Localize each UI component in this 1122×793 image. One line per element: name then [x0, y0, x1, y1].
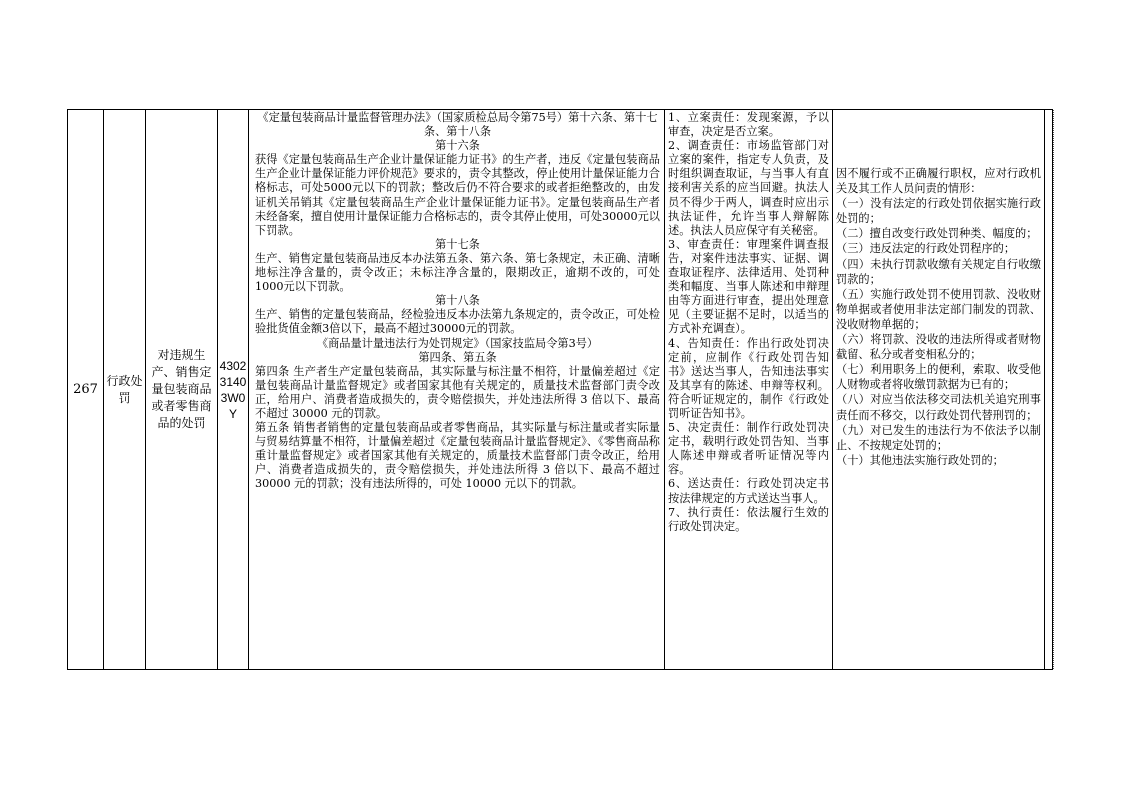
legal-basis-paragraph: 第十七条: [435, 237, 480, 251]
accountability-item: （三）违反法定的行政处罚程序的；: [836, 242, 1016, 256]
accountability-item: （五）实施行政处罚不使用罚款、没收财物单据或者使用非法定部门制发的罚款、没收财物单据的；: [836, 287, 1041, 331]
permission-table: [67, 109, 1053, 670]
accountability-item: （六）将罚款、没收的违法所得或者财物截留、私分或者变相私分的；: [836, 333, 1041, 362]
accountability-cell: [833, 110, 1045, 669]
row-number-text: 267: [73, 382, 98, 397]
accountability-item: （一）没有法定的行政处罚依据实施行政处罚的；: [836, 197, 1041, 226]
legal-basis-paragraph: 生产、销售的定量包装商品，经检验违反本办法第九条规定的，责令改正，可处检验批货值金额3倍以下，最高不超过30000元的罚款。: [255, 308, 660, 336]
item-name-cell: [146, 110, 218, 669]
accountability-item: （二）擅自改变行政处罚种类、幅度的；: [836, 227, 1038, 241]
category-text: 行政处罚: [106, 373, 143, 405]
accountability-item: （七）利用职务上的便利，索取、收受他人财物或者将收缴罚款据为已有的；: [836, 363, 1041, 392]
legal-basis-paragraph: 生产、销售定量包装商品违反本办法第五条、第六条、第七条规定，未正确、清晰地标注净含量的，责令改正；未标注净含量的，限期改正，逾期不改的，可处1000元以下罚款。: [255, 251, 660, 294]
responsibility-item: 2、调查责任：市场监管部门对立案的案件，指定专人负责，及时组织调查取证，与当事人有直接利害关系的应当回避。执法人员不得少于两人，调查时应出示执法证件，允许当事人辩解陈述。执法人员应保守有关秘密。: [668, 139, 829, 237]
item-name-text: 对违规生产、销售定量包装商品或者零售商品的处罚: [151, 348, 212, 430]
legal-basis-paragraph: 获得《定量包装商品生产企业计量保证能力证书》的生产者，违反《定量包装商品生产企业计量保证能力评价规范》要求的，责令其整改，停止使用计量保证能力合格标志，可处5000元以下的罚款；整改后仍不符合要求的或者拒绝整改的，由发证机关吊销其《定量包装商品生产企业计量保证能力证书》。定量包装商品生产者未经备案，擅自使用计量保证能力合格标志的，责令其停止使用，可处30000元以下罚款。: [255, 153, 660, 237]
code-cell: [218, 110, 249, 669]
accountability-item: （十）其他违法实施行政处罚的；: [836, 453, 1004, 467]
blank-cell: [1045, 110, 1054, 669]
responsibility-item: 7、执行责任：依法履行生效的行政处罚决定。: [668, 505, 829, 533]
accountability-item: （九）对已发生的违法行为不依法予以制止、不按规定处罚的；: [836, 423, 1041, 452]
code-text: 43023140 3W0Y: [219, 358, 247, 421]
category-cell: [104, 110, 146, 669]
legal-basis-paragraph: 第十八条: [435, 294, 480, 308]
responsibility-item: 5、决定责任：制作行政处罚决定书，载明行政处罚告知、当事人陈述申辩或者听证情况等内容。: [668, 421, 829, 477]
legal-basis-paragraph: 第四条 生产者生产定量包装商品，其实际量与标注量不相符，计量偏差超过《定量包装商品计量监督规定》或者国家其他有关规定的，质量技术监督部门责令改正，给用户、消费者造成损失的，责令赔偿损失，并处违法所得 3 倍以下、最高不超过 30000 元的罚款。: [255, 364, 660, 420]
legal-basis-paragraph: 《定量包装商品计量监督管理办法》（国家质检总局令第75号）第十六条、第十七条、第十八条: [257, 111, 658, 139]
row-number: [68, 110, 104, 669]
accountability-item: （八）对应当依法移交司法机关追究刑事责任而不移交，以行政处罚代替刑罚的；: [836, 393, 1041, 422]
legal-basis-cell: [249, 110, 665, 669]
responsibility-item: 4、告知责任：作出行政处罚决定前，应制作《行政处罚告知书》送达当事人，告知违法事实及其享有的陈述、申辩等权利。符合听证规定的，制作《行政处罚听证告知书》。: [668, 336, 829, 420]
legal-basis-paragraph: 第十六条: [435, 139, 480, 153]
responsibility-item: 6、送达责任：行政处罚决定书按法律规定的方式送达当事人。: [668, 477, 829, 505]
responsibility-cell: [665, 110, 833, 669]
accountability-item: 因不履行或不正确履行职权，应对行政机关及其工作人员问责的情形：: [836, 167, 1041, 196]
legal-basis-paragraph: 《商品量计量违法行为处罚规定》（国家技监局令第3号）: [316, 336, 599, 350]
responsibility-item: 1、立案责任：发现案源，予以审查，决定是否立案。: [668, 111, 829, 139]
responsibility-item: 3、审查责任：审理案件调查报告，对案件违法事实、证据、调查取证程序、法律适用、处罚种类和幅度、当事人陈述和申辩理由等方面进行审查，提出处理意见（主要证据不足时，以适当的方式补充调查）。: [668, 237, 829, 336]
legal-basis-paragraph: 第五条 销售者销售的定量包装商品或者零售商品，其实际量与标注量或者实际量与贸易结算量不相符，计量偏差超过《定量包装商品计量监督规定》、《零售商品称重计量监督规定》或者国家其他有关规定的，质量技术监督部门责令改正，给用户、消费者造成损失的，责令赔偿损失，并处违法所得 3 倍以下、最高不超过 30000 元的罚款；没有违法所得的，可处 10000 元以下的罚款。: [255, 421, 660, 491]
legal-basis-paragraph: 第四条、第五条: [418, 350, 497, 364]
accountability-item: （四）未执行罚款收缴有关规定自行收缴罚款的；: [836, 257, 1041, 286]
